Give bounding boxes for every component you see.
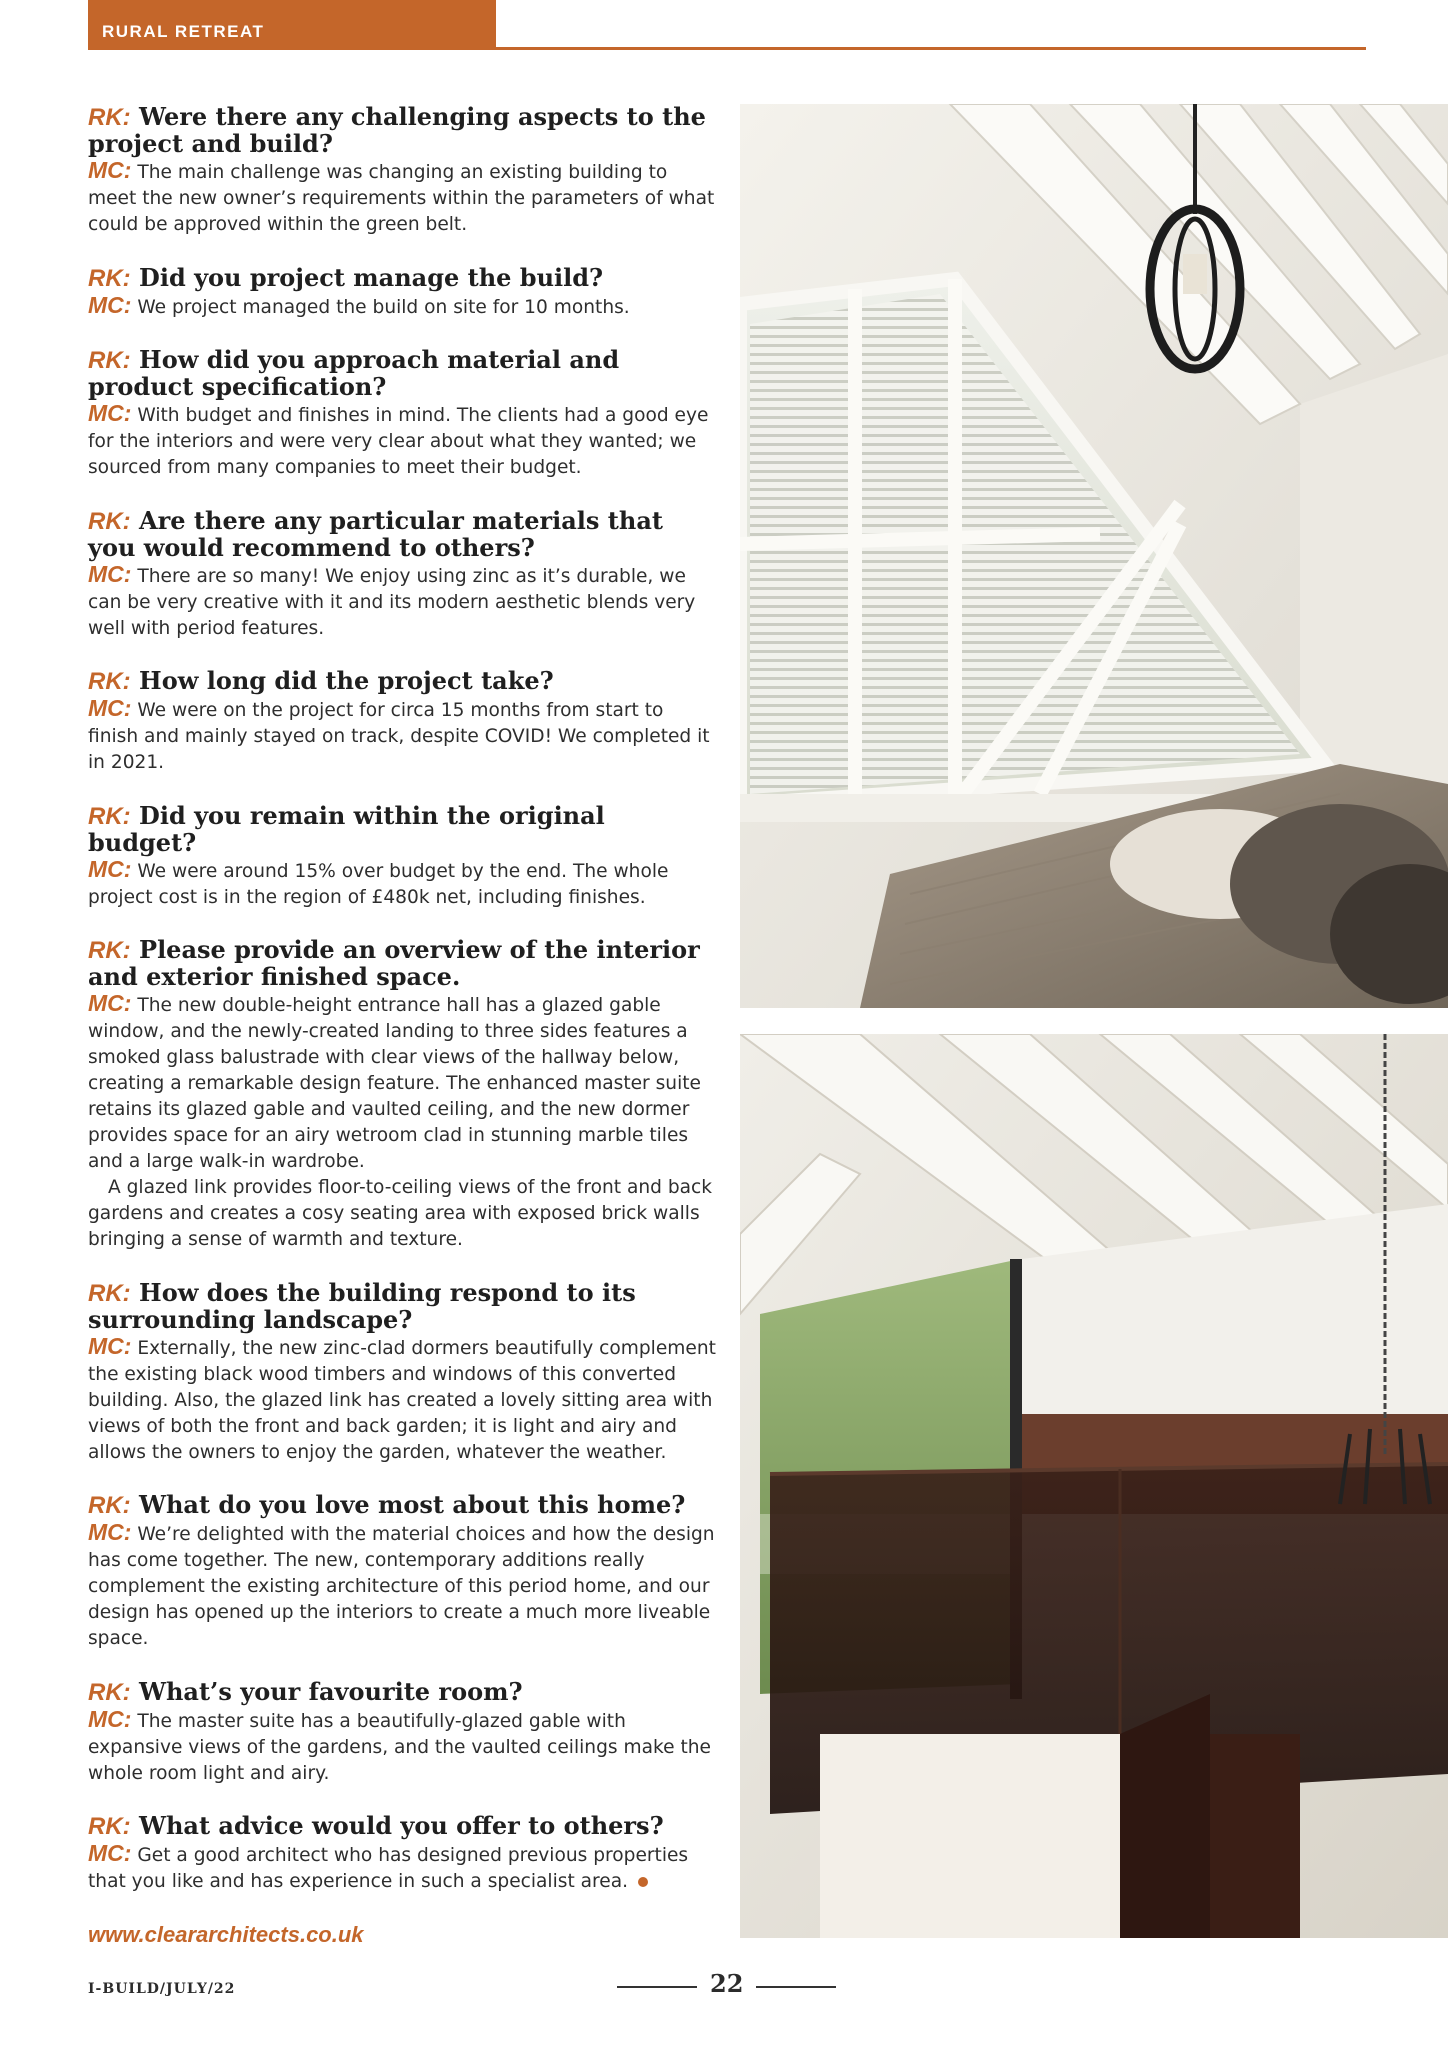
rk-label: RK: bbox=[88, 347, 131, 374]
question: Did you remain within the original budget? bbox=[88, 800, 605, 857]
publication-footer: I-BUILD/JULY/22 bbox=[88, 1981, 236, 1997]
answer: Get a good architect who has designed previous properties that you like and has experience in such a specialist area. bbox=[88, 1845, 689, 1892]
question: Were there any challenging aspects to the project and build? bbox=[88, 102, 706, 158]
qa-item bbox=[88, 1813, 718, 1895]
qa-item bbox=[88, 668, 718, 776]
qa-item bbox=[88, 262, 718, 321]
answer: We were on the project for circa 15 months from start to finish and mainly stayed on track, despite COVID! We completed it in 2021. bbox=[88, 700, 710, 773]
answer: There are so many! We enjoy using zinc as it’s durable, we can be very creative with it and its modern aesthetic blends very well with period features. bbox=[88, 565, 696, 639]
rk-label: RK: bbox=[88, 104, 131, 131]
qa-item bbox=[88, 505, 718, 642]
mc-label: MC: bbox=[88, 990, 132, 1016]
rk-label: RK: bbox=[88, 937, 131, 964]
qa-item bbox=[88, 1277, 718, 1466]
rk-label: RK: bbox=[88, 264, 131, 292]
answer: With budget and finishes in mind. The clients had a good eye for the interiors and were very clear about what they wanted; we sourced from many companies to meet their budget. bbox=[88, 405, 709, 478]
qa-item bbox=[88, 937, 718, 1253]
rk-label: RK: bbox=[88, 1492, 131, 1519]
interview-column bbox=[88, 104, 718, 1948]
bedroom-photo bbox=[740, 104, 1448, 1008]
question: What’s your favourite room? bbox=[139, 1676, 523, 1706]
landing-photo bbox=[740, 1034, 1448, 1938]
website-link[interactable]: www.cleararchitects.co.uk bbox=[88, 1921, 364, 1947]
question: Are there any particular materials that you would recommend to others? bbox=[88, 505, 663, 562]
question: How long did the project take? bbox=[139, 666, 554, 695]
footer-rule-left bbox=[617, 1986, 697, 1988]
rk-label: RK: bbox=[88, 668, 131, 695]
page-number: 22 bbox=[710, 1969, 744, 1998]
answer: We were around 15% over budget by the end. The whole project cost is in the region of £480k net, including finishes. bbox=[88, 860, 669, 908]
question: What advice would you offer to others? bbox=[139, 1811, 664, 1840]
rk-label: RK: bbox=[88, 1678, 131, 1706]
mc-label: MC: bbox=[88, 695, 132, 721]
mc-label: MC: bbox=[88, 855, 132, 882]
mc-label: MC: bbox=[88, 1705, 132, 1732]
answer: We’re delighted with the material choices and how the design has come together. The new, contemporary additions really complement the existing architecture of this period home, and our design has opened up the interiors to create a much more liveable space. bbox=[88, 1524, 715, 1649]
answer: Externally, the new zinc-clad dormers beautifully complement the existing black wood timbers and windows of this converted building. Also, the glazed link has created a lovely sitting area with views of both the front and back garden; it is light and airy and allows the owners to enjoy the garden, whatever the weather. bbox=[88, 1337, 716, 1463]
answer: We project managed the build on site for 10 months. bbox=[137, 296, 630, 318]
qa-item bbox=[88, 104, 718, 238]
mc-label: MC: bbox=[88, 1840, 132, 1866]
question: How does the building respond to its surrounding landscape? bbox=[88, 1277, 636, 1334]
end-mark-icon bbox=[638, 1877, 648, 1887]
mc-label: MC: bbox=[88, 400, 132, 426]
section-label: RURAL RETREAT bbox=[102, 22, 265, 41]
section-tab bbox=[88, 0, 496, 50]
rk-label: RK: bbox=[88, 507, 131, 535]
footer-rule-right bbox=[756, 1986, 836, 1988]
answer: The master suite has a beautifully-glazed gable with expansive views of the gardens, and the vaulted ceilings make the whole room light and airy. bbox=[88, 1710, 711, 1784]
qa-item bbox=[88, 1492, 718, 1652]
mc-label: MC: bbox=[88, 1519, 132, 1545]
mc-label: MC: bbox=[88, 560, 132, 587]
answer: The main challenge was changing an existing building to meet the new owner’s requirements within the parameters of what could be approved within the green belt. bbox=[88, 162, 715, 235]
question: Please provide an overview of the interior and exterior finished space. bbox=[88, 935, 700, 991]
rk-label: RK: bbox=[88, 1279, 131, 1307]
qa-item bbox=[88, 347, 718, 481]
qa-item bbox=[88, 800, 718, 911]
mc-label: MC: bbox=[88, 291, 132, 318]
rk-label: RK: bbox=[88, 1813, 131, 1840]
answer-paragraph-2: A glazed link provides floor-to-ceiling views of the front and back gardens and creates a cosy seating area with exposed brick walls bringing a sense of warmth and texture. bbox=[88, 1177, 713, 1250]
question: What do you love most about this home? bbox=[139, 1490, 686, 1519]
mc-label: MC: bbox=[88, 1332, 132, 1359]
qa-item bbox=[88, 1676, 718, 1787]
rk-label: RK: bbox=[88, 802, 131, 830]
header-rule bbox=[496, 47, 1366, 50]
question: Did you project manage the build? bbox=[139, 262, 604, 292]
mc-label: MC: bbox=[88, 157, 132, 183]
answer: The new double-height entrance hall has a glazed gable window, and the newly-created landing to three sides features a smoked glass balustrade with clear views of the hallway below, creating a remarkable design feature. The enhanced master suite retains its glazed gable and vaulted ceiling, and the new dormer provides space for an airy wetroom clad in stunning marble tiles and a large walk-in wardrobe. bbox=[88, 995, 701, 1172]
question: How did you approach material and product specification? bbox=[88, 345, 620, 401]
